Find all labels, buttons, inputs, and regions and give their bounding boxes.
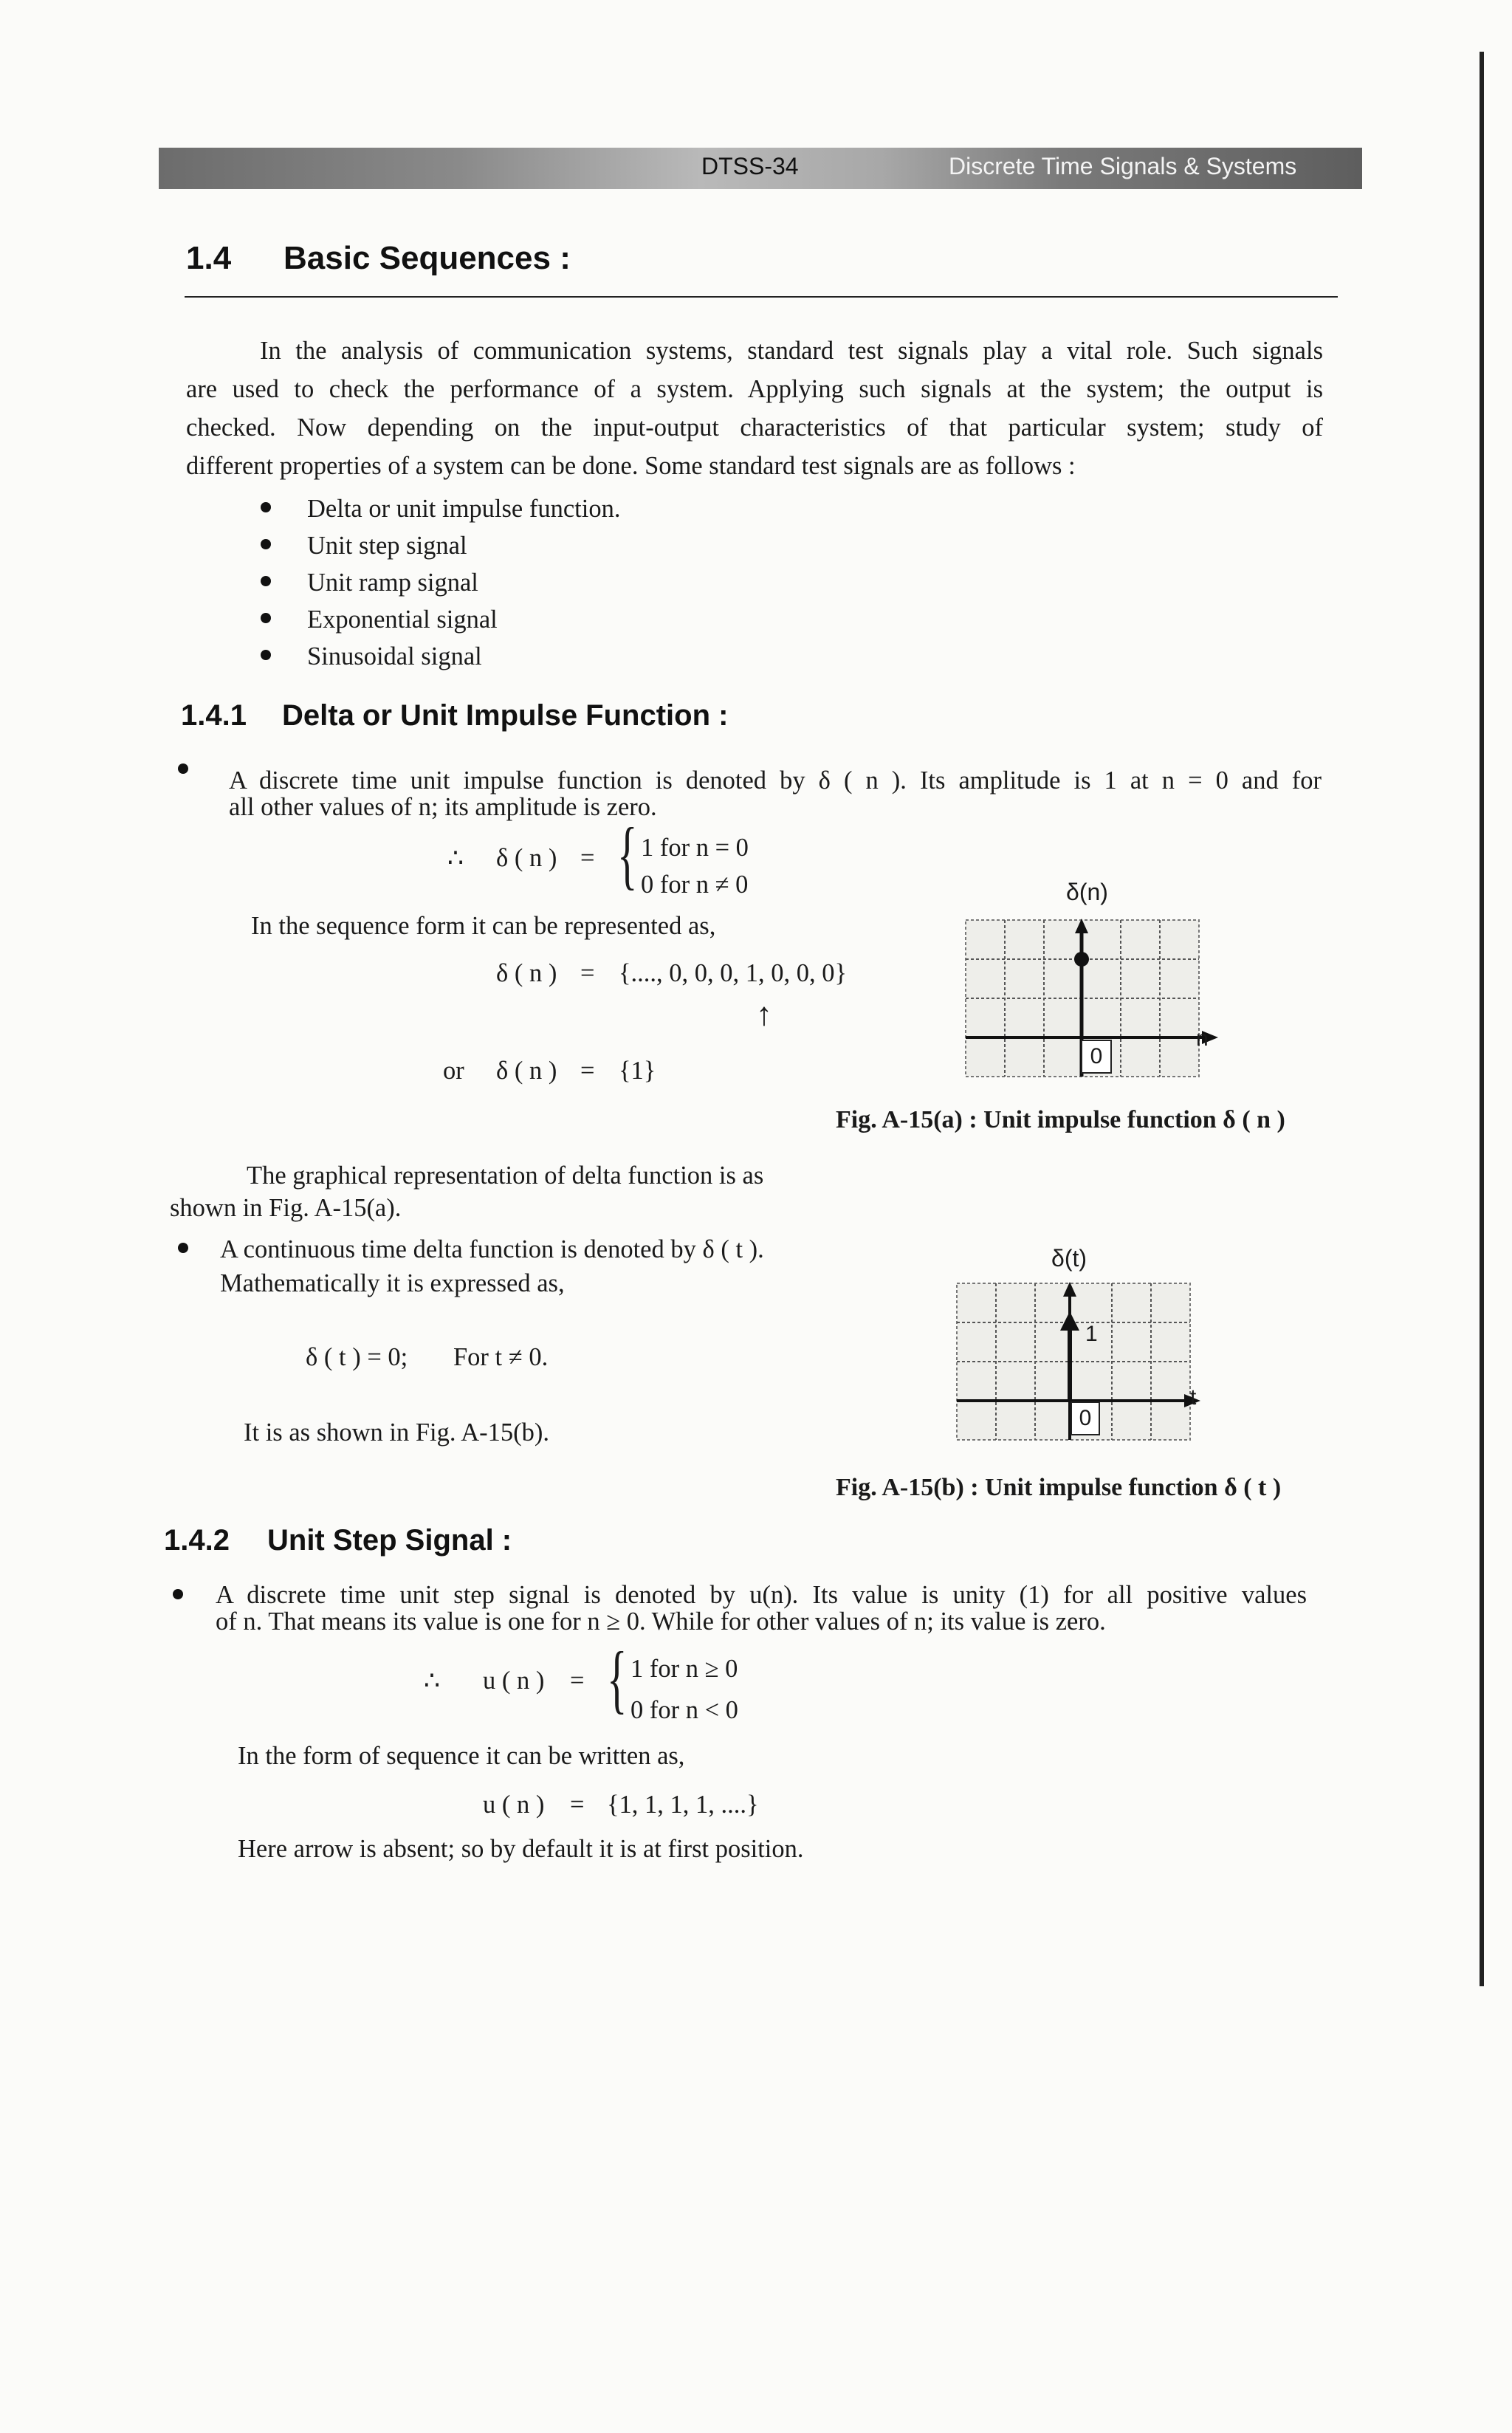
eq-sequence: {...., 0, 0, 0, 1, 0, 0, 0}	[619, 959, 848, 987]
list-bullet	[261, 539, 271, 549]
binding-edge	[1480, 52, 1484, 1986]
impulse-def-line-1: A discrete time unit impulse function is denoted by δ ( n ). Its amplitude is 1 at n = 0 and for	[229, 766, 1322, 795]
left-brace: {	[617, 812, 638, 897]
step-def-line-2: of n. That means its value is one for n ≥ 0. While for other values of n; its value is zero.	[216, 1607, 1106, 1636]
therefore-symbol: ∴	[424, 1667, 440, 1695]
sequence-intro: In the sequence form it can be represented as,	[251, 912, 716, 940]
subsection-number: 1.4.2	[164, 1524, 230, 1557]
fig-b-origin-label: 0	[1071, 1401, 1100, 1435]
list-item: Delta or unit impulse function.	[307, 495, 621, 523]
fig-a-origin-label: 0	[1081, 1040, 1112, 1074]
fig-a-x-label: n	[1196, 1026, 1209, 1051]
list-bullet	[261, 650, 271, 660]
eq-equals: =	[580, 844, 595, 872]
eq-lhs: u ( n )	[483, 1791, 545, 1819]
intro-line-4: different properties of a system can be done. Some standard test signals are as follows :	[186, 452, 1076, 480]
eq-or: or	[443, 1057, 464, 1085]
step-note: Here arrow is absent; so by default it is at first position.	[238, 1835, 804, 1863]
eq-continuous-lhs: δ ( t ) = 0;	[306, 1343, 408, 1371]
running-title: Discrete Time Signals & Systems	[949, 153, 1297, 179]
graph-para-line-1: The graphical representation of delta function is as	[247, 1161, 764, 1190]
eq-lhs: δ ( n )	[496, 844, 557, 872]
list-bullet	[261, 502, 271, 512]
fig-a-y-label: δ(n)	[1066, 879, 1108, 905]
therefore-symbol: ∴	[447, 844, 464, 872]
eq-equals: =	[570, 1791, 585, 1819]
list-item: Exponential signal	[307, 605, 498, 634]
eq-case-1: 1 for n = 0	[641, 834, 749, 862]
left-brace: {	[607, 1636, 628, 1721]
fig-b-x-label: t	[1190, 1385, 1197, 1410]
intro-line-2: are used to check the performance of a system. Applying such signals at the system; the output is	[186, 375, 1323, 403]
eq-equals: =	[580, 959, 595, 987]
page-code: DTSS-34	[701, 153, 799, 179]
subsection-title: Unit Step Signal :	[267, 1524, 512, 1557]
graph-para-line-2: shown in Fig. A-15(a).	[170, 1194, 402, 1222]
eq-case-2: 0 for n < 0	[630, 1696, 738, 1724]
list-item: Sinusoidal signal	[307, 642, 482, 670]
eq-rhs: {1}	[619, 1057, 656, 1085]
section-title: Basic Sequences :	[284, 240, 571, 276]
fig-b-amp-label: 1	[1085, 1322, 1098, 1346]
fig-a-caption: Fig. A-15(a) : Unit impulse function δ ( n )	[836, 1106, 1285, 1133]
eq-lhs: u ( n )	[483, 1667, 545, 1695]
para-bullet	[173, 1589, 183, 1599]
origin-arrow-icon: ↑	[756, 996, 772, 1032]
fig-a-impulse-dot	[1074, 952, 1089, 967]
continuous-line-1: A continuous time delta function is denoted by δ ( t ).	[220, 1235, 764, 1263]
eq-equals: =	[570, 1667, 585, 1695]
intro-line-3: checked. Now depending on the input-output characteristics of that particular system; study of	[186, 413, 1323, 442]
continuous-line-2: Mathematically it is expressed as,	[220, 1269, 565, 1297]
eq-case-1: 1 for n ≥ 0	[630, 1655, 738, 1683]
section-rule	[185, 296, 1338, 298]
sequence-intro: In the form of sequence it can be written as,	[238, 1742, 685, 1770]
section-number: 1.4	[186, 240, 232, 276]
fig-b-y-label: δ(t)	[1051, 1245, 1087, 1272]
fig-b-caption: Fig. A-15(b) : Unit impulse function δ ( t )	[836, 1474, 1282, 1501]
subsection-number: 1.4.1	[181, 699, 247, 732]
eq-lhs: δ ( n )	[496, 1057, 557, 1085]
step-def-line-1: A discrete time unit step signal is denoted by u(n). Its value is unity (1) for all positive values	[216, 1581, 1307, 1609]
eq-lhs: δ ( n )	[496, 959, 557, 987]
subsection-title: Delta or Unit Impulse Function :	[282, 699, 729, 732]
impulse-def-line-2: all other values of n; its amplitude is zero.	[229, 793, 657, 821]
eq-sequence: {1, 1, 1, 1, ....}	[607, 1791, 759, 1819]
para-bullet	[178, 1243, 188, 1253]
list-item: Unit step signal	[307, 532, 467, 560]
eq-continuous-cond: For t ≠ 0.	[453, 1343, 549, 1371]
list-bullet	[261, 613, 271, 623]
eq-case-2: 0 for n ≠ 0	[641, 871, 749, 899]
intro-line-1: In the analysis of communication systems, standard test signals play a vital role. Such signals	[260, 337, 1323, 365]
list-item: Unit ramp signal	[307, 569, 478, 597]
para-bullet	[178, 763, 188, 774]
eq-equals: =	[580, 1057, 595, 1085]
list-bullet	[261, 576, 271, 586]
shown-text: It is as shown in Fig. A-15(b).	[244, 1418, 549, 1447]
